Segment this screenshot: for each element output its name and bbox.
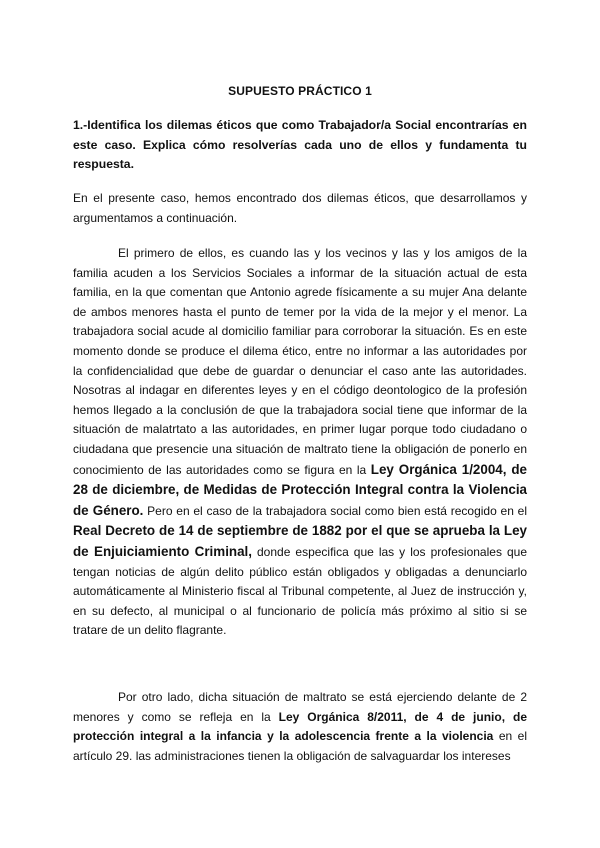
law-reference-lo-8-2011: Ley Orgánica 8/2011, de 4 de junio, de protección integral a la infancia y la adolescencia frente a la violencia [73,709,527,744]
law-reference-lo-1-2004: Ley Orgánica 1/2004, de 28 de diciembre, de Medidas de Protección Integral contra la Violencia de Género. [73,461,527,518]
paragraph-first-dilemma [73,244,527,641]
page-title: SUPUESTO PRÁCTICO 1 [228,84,372,98]
paragraph-text: Por otro lado, dicha situación de maltrato se está ejerciendo delante de 2 menores y como se refleja en la [73,690,527,724]
paragraph-text: donde especifica que las y los profesionales que tengan noticias de algún delito público están obligados y obligadas a denunciarlo automáticamente al Ministerio fiscal al Tribunal competente, al Juez de instrucción y, en su defecto, al municipal o al funcionario de policía más próximo al sitio si se tratare de un delito flagrante. [73,544,527,638]
paragraph-second-dilemma [73,688,527,766]
paragraph-text: Pero en el caso de la trabajadora social como bien está recogido en el [143,503,527,518]
paragraph-text: El primero de ellos, es cuando las y los vecinos y las y los amigos de la familia acuden a los Servicios Sociales a informar de la situación actual de esta familia, en la que comentan que Antonio agrede físicamente a su mujer Ana delante de ambos menores hasta el punto de temer por la vida de la mejor y el menor. La trabajadora social acude al domicilio familiar para corroborar la situación. Es en este momento donde se produce el dilema ético, entre no informar a las autoridades por la confidencialidad que debe de guardar o denunciar el caso ante las autoridades. Nosotras al indagar en diferentes leyes y en el código deontologico de la profesión hemos llegado a la conclusión de que la trabajadora social tiene que informar de la situación de malatrtato a las autoridades, en primer lugar porque todo ciudadano o ciudadana que presencie una situación de maltrato tiene la obligación de ponerlo en conocimiento de las autoridades como se figura en la [73,246,527,477]
intro-paragraph: En el presente caso, hemos encontrado dos dilemas éticos, que desarrollamos y argumentamos a continuación. [73,191,527,225]
paragraph-text: en el artículo 29. las administraciones tienen la obligación de salvaguardar los intereses [73,729,527,763]
question-heading: 1.-Identifica los dilemas éticos que como Trabajador/a Social encontrarías en este caso. Explica cómo resolverías cada uno de ellos y fundamenta tu respuesta. [73,118,527,171]
law-reference-real-decreto-1882: Real Decreto de 14 de septiembre de 1882 por el que se aprueba la Ley de Enjuiciamiento Criminal, [73,523,527,559]
